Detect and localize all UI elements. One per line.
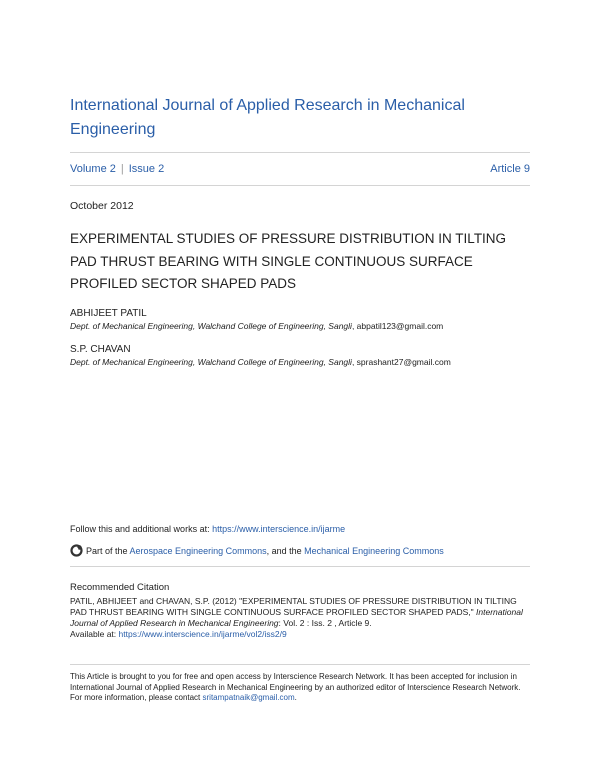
part-of-middle: , and the: [266, 546, 305, 556]
part-of-line: [70, 544, 444, 557]
citation-volume: : Vol. 2 : Iss. 2 , Article 9.: [278, 618, 372, 628]
journal-title[interactable]: International Journal of Applied Research in Mechanical Engineering: [70, 97, 465, 138]
available-label: Available at:: [70, 629, 119, 639]
follow-link[interactable]: https://www.interscience.in/ijarme: [212, 524, 346, 534]
contact-email-link[interactable]: sritampatnaik@gmail.com: [202, 693, 295, 702]
divider: [70, 185, 530, 186]
citation-body: PATIL, ABHIJEET and CHAVAN, S.P. (2012) "EXPERIMENTAL STUDIES OF PRESSURE DISTRIBUTION IN TILTING PAD THRUST BEARING WITH SINGLE CONTINUOUS SURFACE PROFILED SECTOR SHAPED PADS,": [70, 596, 517, 617]
article-link[interactable]: Article 9: [490, 163, 530, 175]
mechanical-commons-link[interactable]: Mechanical Engineering Commons: [304, 546, 444, 556]
author-affiliation: Dept. of Mechanical Engineering, Walchand College of Engineering, Sangli, abpatil123@gmail.com: [70, 321, 444, 331]
follow-line: [70, 524, 345, 534]
author-affiliation: Dept. of Mechanical Engineering, Walchand College of Engineering, Sangli, sprashant27@gmail.com: [70, 357, 451, 367]
citation-heading: Recommended Citation: [70, 582, 170, 593]
divider: [70, 664, 530, 665]
issue-link[interactable]: Issue 2: [128, 163, 165, 175]
citation-text: [70, 596, 530, 640]
affiliation-text: Dept. of Mechanical Engineering, Walchand College of Engineering, Sangli: [70, 321, 352, 331]
divider: [70, 152, 530, 153]
citation-journal: International Journal of Applied Research in Mechanical Engineering: [70, 607, 523, 628]
author-email: abpatil123@gmail.com: [356, 321, 444, 331]
publication-date: October 2012: [70, 200, 134, 212]
follow-text: Follow this and additional works at:: [70, 524, 213, 534]
author-name: S.P. CHAVAN: [70, 344, 131, 355]
paper-title: EXPERIMENTAL STUDIES OF PRESSURE DISTRIBUTION IN TILTING PAD THRUST BEARING WITH SINGLE CONTINUOUS SURFACE PROFILED SECTOR SHAPED PADS: [70, 231, 507, 291]
volume-link[interactable]: Volume 2: [70, 163, 116, 175]
access-notice-text: This Article is brought to you for free and open access by Interscience Research Network. It has been accepted for inclusion in International Journal of Applied Research in Mechanical Engineering by an authorized editor of Interscience Research Network. For more information, please contact: [70, 672, 521, 702]
author-email: sprashant27@gmail.com: [356, 357, 451, 367]
issue-row: [70, 163, 530, 175]
aerospace-commons-link[interactable]: Aerospace Engineering Commons: [129, 546, 267, 556]
commons-network-icon: [70, 544, 83, 557]
affiliation-text: Dept. of Mechanical Engineering, Walchand College of Engineering, Sangli: [70, 357, 352, 367]
citation-link[interactable]: https://www.interscience.in/ijarme/vol2/iss2/9: [118, 629, 287, 639]
part-of-prefix: Part of the: [86, 546, 130, 556]
separator: |: [120, 163, 124, 175]
access-notice-end: .: [294, 693, 297, 702]
author-name: ABHIJEET PATIL: [70, 308, 147, 319]
divider: [70, 566, 530, 567]
access-notice: [70, 672, 530, 704]
